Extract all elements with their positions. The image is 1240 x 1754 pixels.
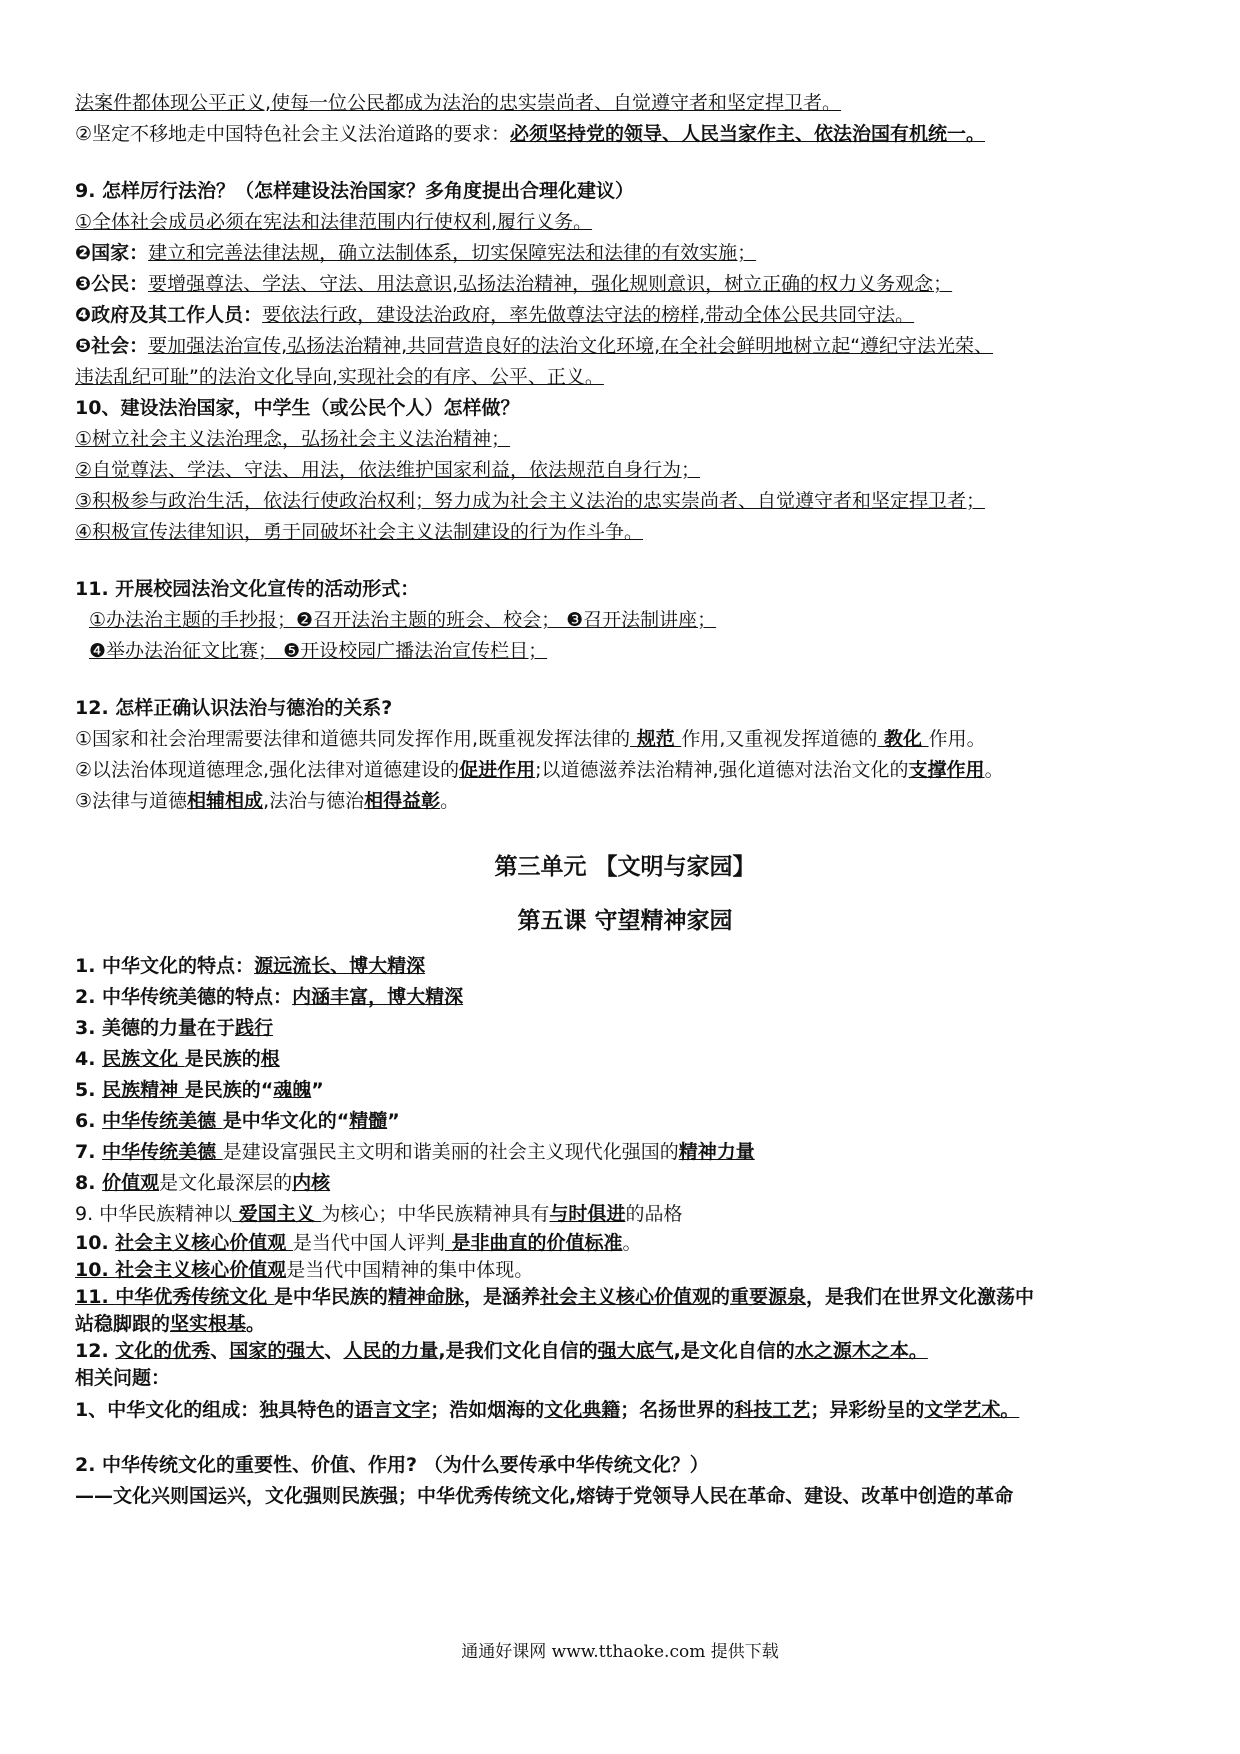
point-line: 7. 中华传统美德 是建设富强民主文明和谐美丽的社会主义现代化强国的精神力量 [75, 1141, 755, 1163]
section-heading: 相关问题： [75, 1367, 171, 1389]
point-line: 12. 文化的优秀、国家的强大、人民的力量,是我们文化自信的强大底气,是文化自信的水之源木之本。 [75, 1340, 928, 1362]
text-line: ①办法治主题的手抄报；❷召开法治主题的班会、校会； ❸召开法制讲座； [89, 609, 717, 631]
point-line: 3. 美德的力量在于践行 [75, 1017, 274, 1039]
text-line: ——文化兴则国运兴，文化强则民族强；中华优秀传统文化,熔铸于党领导人民在革命、建设、改革中创造的革命 [75, 1485, 1014, 1507]
lesson-title: 第五课 守望精神家园 [517, 908, 733, 934]
question-heading: 10、建设法治国家，中学生（或公民个人）怎样做？ [75, 397, 520, 419]
point-line: 4. 民族文化 是民族的根 [75, 1048, 280, 1070]
question-heading: 11. 开展校园法治文化宣传的活动形式： [75, 578, 420, 600]
text-line: ③法律与道德相辅相成,法治与德治相得益彰。 [75, 790, 460, 812]
question-heading: 12. 怎样正确认识法治与德治的关系? [75, 697, 393, 719]
point-line: 10. 社会主义核心价值观是当代中国精神的集中体现。 [75, 1259, 534, 1281]
point-line: 1. 中华文化的特点：源远流长、博大精深 [75, 955, 426, 977]
text-line: ❺社会：要加强法治宣传,弘扬法治精神,共同营造良好的法治文化环境,在全社会鲜明地树立起“遵纪守法光荣、 [75, 335, 994, 357]
spacer [75, 1428, 1175, 1450]
text-line: ①全体社会成员必须在宪法和法律范围内行使权利,履行义务。 [75, 211, 593, 233]
text-line: ②坚定不移地走中国特色社会主义法治道路的要求：必须坚持党的领导、人民当家作主、依法治国有机统一。 [75, 123, 986, 145]
point-line: 6. 中华传统美德 是中华文化的“精髓” [75, 1110, 400, 1132]
text-line: ②自觉尊法、学法、守法、用法，依法维护国家利益，依法规范自身行为； [75, 459, 701, 481]
text-line: ④积极宣传法律知识，勇于同破坏社会主义法制建设的行为作斗争。 [75, 521, 644, 543]
text-line: ②以法治体现道德理念,强化法律对道德建设的促进作用;以道德滋养法治精神,强化道德对法治文化的支撑作用。 [75, 759, 1004, 781]
point-line: 5. 民族精神 是民族的“魂魄” [75, 1079, 324, 1101]
spacer [75, 150, 1175, 176]
point-line: 10. 社会主义核心价值观 是当代中国人评判 是非曲直的价值标准。 [75, 1232, 642, 1254]
spacer [75, 548, 1175, 574]
question-heading: 9. 怎样厉行法治？（怎样建设法治国家？多角度提出合理化建议） [75, 180, 635, 202]
text-line: ❷国家：建立和完善法律法规，确立法制体系，切实保障宪法和法律的有效实施； [75, 242, 757, 264]
text-line: ①国家和社会治理需要法律和道德共同发挥作用,既重视发挥法律的 规范 作用,又重视发挥道德的 教化 作用。 [75, 728, 986, 750]
point-line: 9. 中华民族精神以 爱国主义 为核心；中华民族精神具有与时俱进的品格 [75, 1203, 683, 1225]
text-line: ❹政府及其工作人员：要依法行政，建设法治政府，率先做尊法守法的榜样,带动全体公民共同守法。 [75, 304, 915, 326]
question-heading: 2. 中华传统文化的重要性、价值、作用? （为什么要传承中华传统文化？） [75, 1454, 709, 1476]
text-line: ❹举办法治征文比赛； ❺开设校园广播法治宣传栏目； [89, 640, 548, 662]
document-page [75, 88, 1175, 1512]
text-line: 1、中华文化的组成：独具特色的语言文字；浩如烟海的文化典籍；名扬世界的科技工艺；异彩纷呈的文学艺术。 [75, 1399, 1020, 1421]
unit-title: 第三单元 【文明与家园】 [494, 854, 756, 880]
spacer [75, 667, 1175, 693]
text-line: 违法乱纪可耻”的法治文化导向,实现社会的有序、公平、正义。 [75, 366, 604, 388]
text-line: ③积极参与政治生活，依法行使政治权利；努力成为社会主义法治的忠实崇尚者、自觉遵守者和坚定捍卫者； [75, 490, 986, 512]
point-line: 11. 中华优秀传统文化 是中华民族的精神命脉，是涵养社会主义核心价值观的重要源泉，是我们在世界文化激荡中 [75, 1286, 1035, 1308]
text-line: 法案件都体现公平正义,使每一位公民都成为法治的忠实崇尚者、自觉遵守者和坚定捍卫者。 [75, 92, 842, 114]
text-line: ①树立社会主义法治理念，弘扬社会主义法治精神； [75, 428, 511, 450]
text-line: ❸公民：要增强尊法、学法、守法、用法意识,弘扬法治精神，强化规则意识，树立正确的权力义务观念； [75, 273, 953, 295]
footer-credit: 通通好课网 www.tthaoke.com 提供下载 [461, 1642, 779, 1662]
point-line: 8. 价值观是文化最深层的内核 [75, 1172, 331, 1194]
point-line: 站稳脚跟的坚实根基。 [75, 1313, 266, 1335]
point-line: 2. 中华传统美德的特点：内涵丰富，博大精深 [75, 986, 464, 1008]
